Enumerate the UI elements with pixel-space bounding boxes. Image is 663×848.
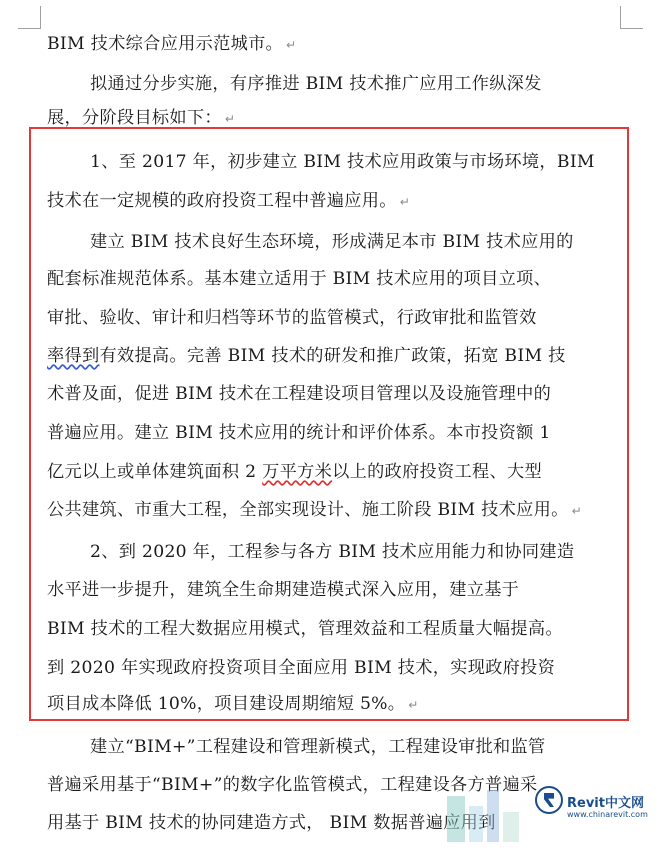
- text-line: [47, 32, 627, 57]
- text-run: 用基于 BIM 技术的协同建造方式， BIM 数据普遍应用到: [47, 813, 496, 833]
- text-line: [47, 382, 627, 406]
- watermark-brand: Revit中文网: [567, 796, 644, 811]
- text-line: [47, 617, 627, 641]
- text-line: [47, 578, 627, 602]
- text-line: [90, 230, 630, 254]
- text-run: 普遍应用。建立 BIM 技术应用的统计和评价体系。本市投资额 1: [47, 423, 551, 443]
- crop-mark-left: [18, 6, 41, 29]
- text-run: 审批、验收、审计和归档等环节的监管模式，行政审批和监管效: [47, 308, 537, 328]
- text-line: [90, 150, 630, 174]
- text-run: BIM 技术综合应用示范城市。: [47, 34, 284, 54]
- text-line: [47, 344, 627, 368]
- text-line: [90, 735, 630, 759]
- text-run: 配套标准规范体系。基本建立适用于 BIM 技术应用的项目立项、: [47, 269, 552, 289]
- text-line: [47, 692, 627, 717]
- text-run: 建立 BIM 技术良好生态环境，形成满足本市 BIM 技术应用的: [90, 232, 574, 252]
- paragraph-mark-icon: ↵: [399, 195, 411, 209]
- text-run: 公共建筑、市重大工程，全部实现设计、施工阶段 BIM 技术应用。: [47, 500, 569, 520]
- text-run-flagged: 率得到: [47, 346, 100, 366]
- text-run: BIM 技术的工程大数据应用模式，管理效益和工程质量大幅提高。: [47, 619, 563, 639]
- text-line: [47, 189, 627, 214]
- text-line: [47, 656, 627, 680]
- text-line: [90, 72, 630, 96]
- text-run: 拟通过分步实施，有序推进 BIM 技术推广应用工作纵深发: [90, 74, 542, 94]
- text-run: 有效提高。完善 BIM 技术的研发和推广政策，拓宽 BIM 技: [99, 346, 566, 366]
- text-run: 到 2020 年实现政府投资项目全面应用 BIM 技术，实现政府投资: [47, 658, 556, 678]
- text-run: 2、到 2020 年，工程参与各方 BIM 技术应用能力和协同建造: [90, 542, 575, 562]
- text-run: 术普及面，促进 BIM 技术在工程建设项目管理以及设施管理中的: [47, 384, 552, 404]
- paragraph-mark-icon: ↵: [408, 698, 419, 712]
- revit-logo-icon: [535, 786, 563, 814]
- text-run: 1、至 2017 年，初步建立 BIM 技术应用政策与市场环境，BIM: [90, 152, 595, 172]
- text-run-flagged: 万平方米: [262, 462, 333, 482]
- text-run: 技术在一定规模的政府投资工程中普遍应用。: [47, 191, 397, 211]
- text-line: [47, 306, 627, 330]
- watermark: [417, 782, 657, 842]
- text-run: 以上的政府投资工程、大型: [332, 462, 542, 482]
- watermark-url: www.chinarevit.com: [567, 810, 648, 819]
- text-line: [90, 540, 630, 564]
- paragraph-mark-icon: ↵: [224, 112, 236, 126]
- text-run: 项目成本降低 10%，项目建设周期缩短 5%。: [47, 694, 406, 714]
- paragraph-mark-icon: ↵: [286, 38, 297, 52]
- text-line: [47, 498, 627, 523]
- building-icon: [417, 786, 537, 842]
- text-run: 展，分阶段目标如下：: [47, 108, 222, 128]
- text-run: 水平进一步提升，建筑全生命期建造模式深入应用，建立基于: [47, 580, 520, 600]
- text-line: [47, 460, 627, 484]
- text-line: [47, 421, 627, 445]
- paragraph-mark-icon: ↵: [571, 504, 582, 518]
- crop-mark-right: [620, 6, 643, 29]
- text-run: 亿元以上或单体建筑面积 2: [47, 462, 263, 482]
- text-run: 普遍采用基于“BIM+”的数字化监管模式，工程建设各方普遍采: [47, 775, 538, 795]
- text-line: [47, 267, 627, 291]
- text-run: 建立“BIM+”工程建设和管理新模式，工程建设审批和监管: [90, 737, 546, 757]
